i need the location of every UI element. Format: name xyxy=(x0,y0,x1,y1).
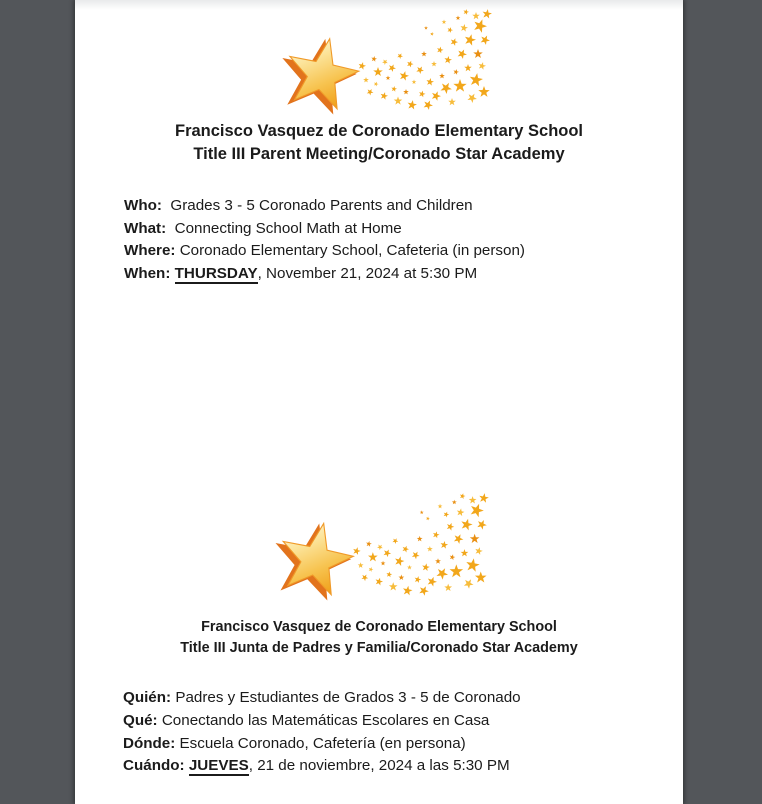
shooting-star-icon xyxy=(280,4,492,116)
detail-text: , November 21, 2024 at 5:30 PM xyxy=(257,264,478,282)
detail-label: Quién: xyxy=(123,689,172,706)
detail-row-cuando xyxy=(123,755,521,778)
detail-emphasis: JUEVES xyxy=(188,757,249,775)
detail-label: Cuándo: xyxy=(123,757,189,775)
detail-label: Who: xyxy=(124,197,162,214)
detail-text: Grades 3 - 5 Coronado Parents and Children xyxy=(161,197,473,214)
title-line-1: Francisco Vasquez de Coronado Elementary School xyxy=(201,619,557,635)
flyer-title-spanish xyxy=(75,617,683,658)
flyer-title-english xyxy=(75,120,683,166)
detail-emphasis: THURSDAY xyxy=(174,264,258,282)
title-line-1: Francisco Vasquez de Coronado Elementary School xyxy=(174,122,584,140)
detail-text: Coronado Elementary School, Cafeteria (in person) xyxy=(175,242,525,260)
detail-row-when xyxy=(124,263,525,286)
detail-text: Escuela Coronado, Cafetería (en persona) xyxy=(175,734,466,752)
detail-label: When: xyxy=(124,264,175,282)
detail-row-what xyxy=(124,218,525,241)
detail-label: What: xyxy=(124,219,167,237)
shooting-star-icon xyxy=(273,488,489,602)
detail-label: Where: xyxy=(124,242,176,260)
flyer-details-english xyxy=(124,195,525,285)
detail-row-donde xyxy=(123,733,521,756)
title-line-2: Title III Junta de Padres y Familia/Coronado Star Academy xyxy=(180,639,578,656)
flyer-details-spanish xyxy=(123,687,521,778)
title-line-2: Title III Parent Meeting/Coronado Star Academy xyxy=(193,145,565,163)
detail-row-quien xyxy=(123,687,521,710)
detail-text: Connecting School Math at Home xyxy=(166,219,402,237)
detail-text: Conectando las Matemáticas Escolares en Casa xyxy=(157,711,490,729)
detail-row-where xyxy=(124,240,525,263)
detail-text: , 21 de noviembre, 2024 a las 5:30 PM xyxy=(248,757,510,775)
detail-row-who xyxy=(124,195,525,218)
detail-row-que xyxy=(123,710,521,733)
detail-label: Qué: xyxy=(123,711,158,729)
detail-label: Dónde: xyxy=(123,734,176,752)
detail-text: Padres y Estudiantes de Grados 3 - 5 de Coronado xyxy=(171,689,521,706)
flyer-page xyxy=(75,0,683,804)
